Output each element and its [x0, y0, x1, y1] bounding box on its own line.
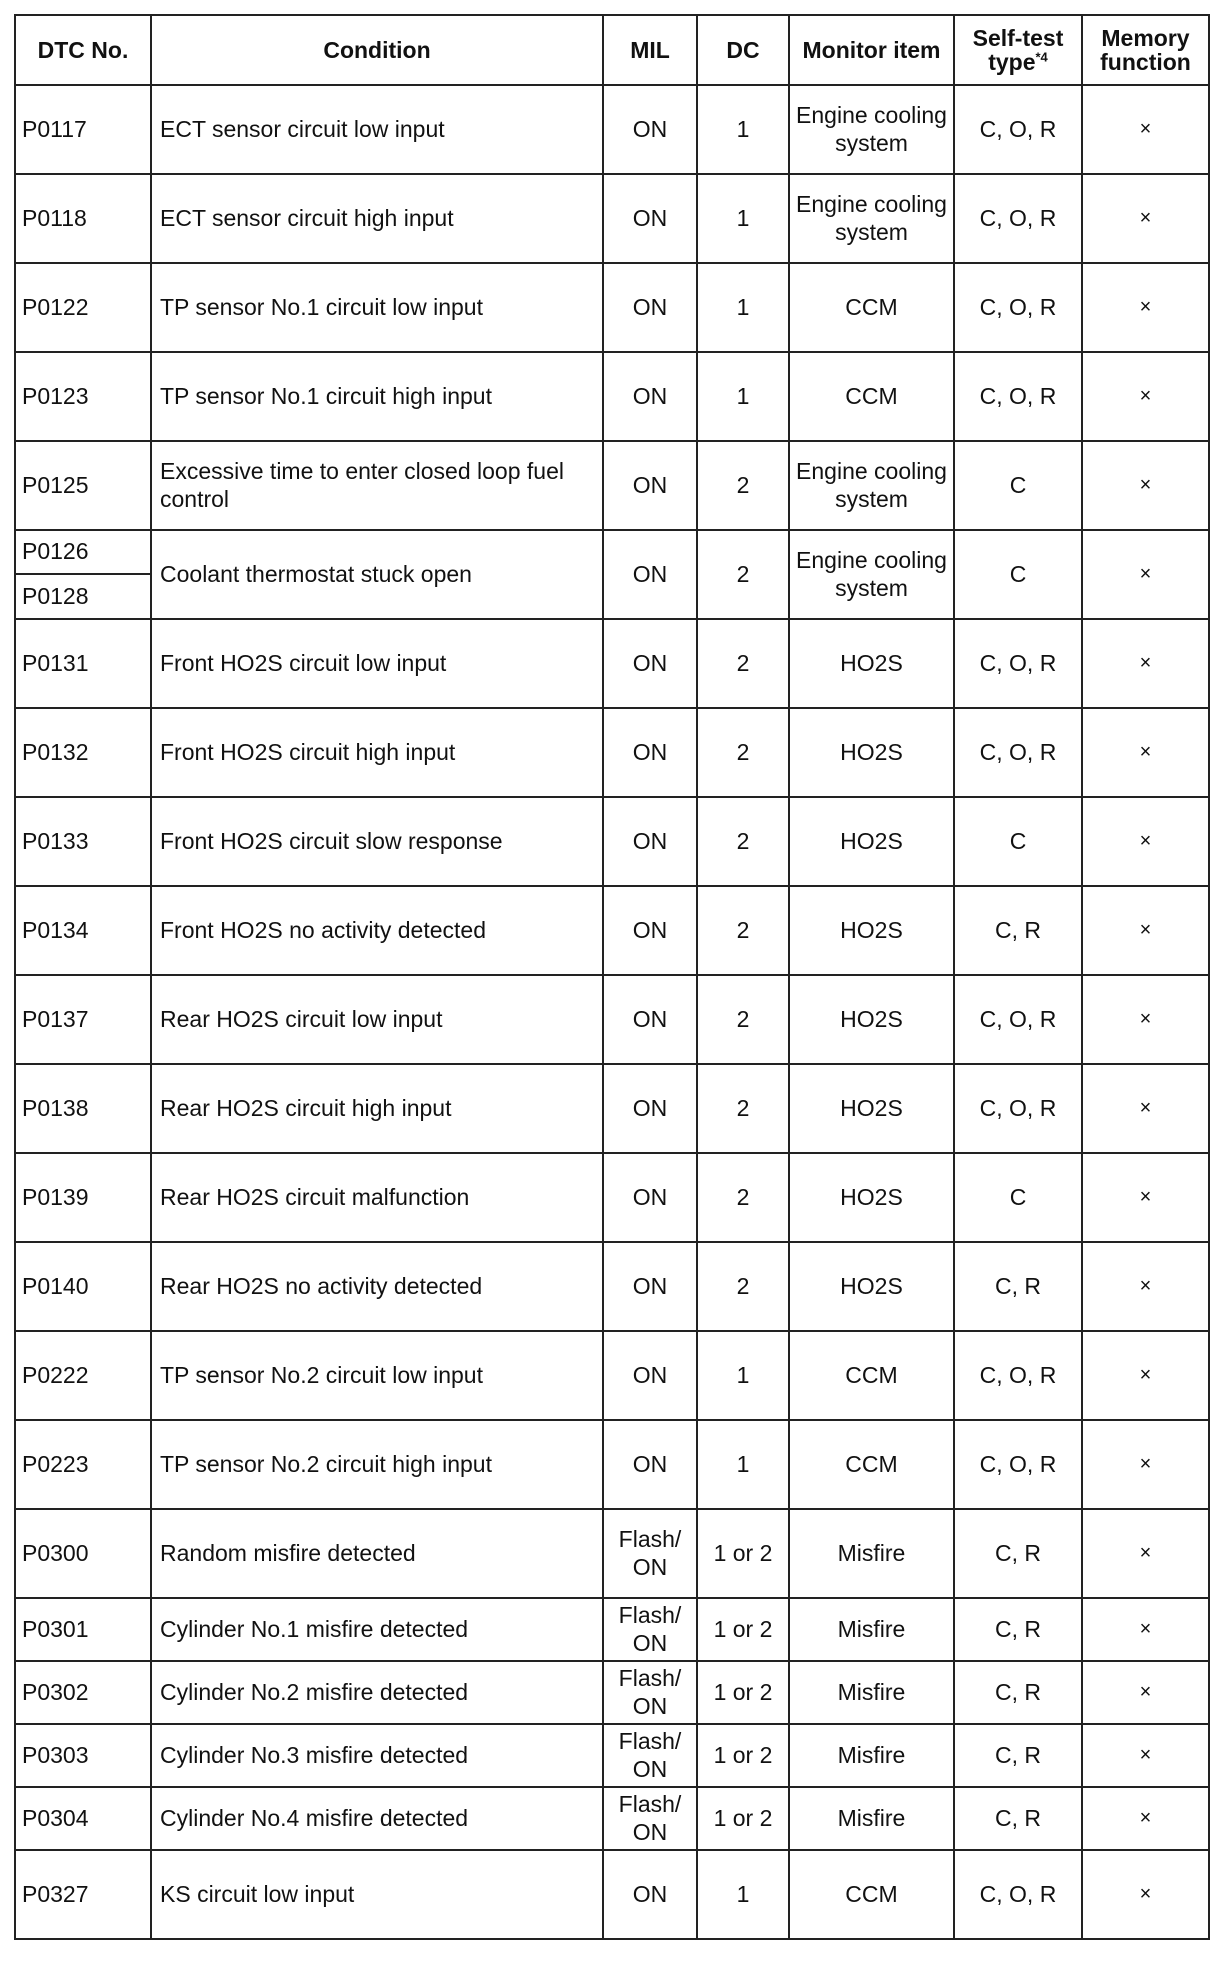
dtc-code: P0131	[15, 619, 151, 708]
mil-cell: Flash/ ON	[603, 1787, 697, 1850]
dc-cell: 2	[697, 530, 789, 619]
dtc-code: P0301	[15, 1598, 151, 1661]
dtc-code: P0125	[15, 441, 151, 530]
mil-cell: ON	[603, 441, 697, 530]
table-row	[15, 1850, 1209, 1939]
table-row	[15, 1787, 1209, 1850]
table-row	[15, 174, 1209, 263]
monitor-cell: HO2S	[789, 1242, 954, 1331]
table-row	[15, 352, 1209, 441]
table-row	[15, 263, 1209, 352]
dc-cell: 1 or 2	[697, 1598, 789, 1661]
dc-cell: 2	[697, 1153, 789, 1242]
dc-cell: 1	[697, 1420, 789, 1509]
dc-cell: 2	[697, 441, 789, 530]
memory-cell: ×	[1082, 1598, 1209, 1661]
monitor-cell: Engine cooling system	[789, 441, 954, 530]
memory-cell: ×	[1082, 85, 1209, 174]
mil-cell: ON	[603, 1153, 697, 1242]
dtc-code: P0128	[15, 574, 151, 619]
memory-cell: ×	[1082, 1331, 1209, 1420]
table-row	[15, 1331, 1209, 1420]
table-row	[15, 797, 1209, 886]
self-test-cell: C	[954, 441, 1082, 530]
monitor-cell: HO2S	[789, 1153, 954, 1242]
self-test-cell: C, R	[954, 1509, 1082, 1598]
memory-cell: ×	[1082, 1509, 1209, 1598]
self-test-cell: C, O, R	[954, 975, 1082, 1064]
table-row	[15, 1724, 1209, 1787]
header-memory-line2: function	[1100, 49, 1191, 75]
mil-cell: ON	[603, 530, 697, 619]
dc-cell: 2	[697, 797, 789, 886]
memory-cell: ×	[1082, 1661, 1209, 1724]
condition-cell: Coolant thermostat stuck open	[151, 530, 603, 619]
condition-cell: Cylinder No.1 misfire detected	[151, 1598, 603, 1661]
monitor-cell: CCM	[789, 1420, 954, 1509]
self-test-cell: C, O, R	[954, 174, 1082, 263]
table-row	[15, 1661, 1209, 1724]
table-row	[15, 1153, 1209, 1242]
table-row	[15, 1064, 1209, 1153]
condition-cell: Rear HO2S circuit low input	[151, 975, 603, 1064]
self-test-cell: C, O, R	[954, 1331, 1082, 1420]
dtc-code: P0133	[15, 797, 151, 886]
table-row	[15, 1598, 1209, 1661]
dc-cell: 1	[697, 263, 789, 352]
monitor-cell: CCM	[789, 352, 954, 441]
header-monitor-item: Monitor item	[789, 15, 954, 85]
mil-cell: ON	[603, 886, 697, 975]
condition-cell: Front HO2S no activity detected	[151, 886, 603, 975]
monitor-cell: HO2S	[789, 886, 954, 975]
header-dc: DC	[697, 15, 789, 85]
condition-cell: Front HO2S circuit low input	[151, 619, 603, 708]
self-test-cell: C, R	[954, 1598, 1082, 1661]
dc-cell: 2	[697, 975, 789, 1064]
header-memory-function	[1082, 15, 1209, 85]
self-test-cell: C, O, R	[954, 708, 1082, 797]
header-self-test-type	[954, 15, 1082, 85]
memory-cell: ×	[1082, 1724, 1209, 1787]
header-mil: MIL	[603, 15, 697, 85]
mil-cell: ON	[603, 975, 697, 1064]
dc-cell: 1	[697, 1850, 789, 1939]
condition-cell: Rear HO2S circuit malfunction	[151, 1153, 603, 1242]
dtc-table-sheet	[14, 14, 1208, 1940]
self-test-cell: C, O, R	[954, 263, 1082, 352]
condition-cell: Front HO2S circuit slow response	[151, 797, 603, 886]
dc-cell: 1	[697, 85, 789, 174]
dtc-code: P0304	[15, 1787, 151, 1850]
monitor-cell: HO2S	[789, 1064, 954, 1153]
monitor-cell: Misfire	[789, 1509, 954, 1598]
dc-cell: 1	[697, 1331, 789, 1420]
header-dtc: DTC No.	[15, 15, 151, 85]
dtc-code: P0137	[15, 975, 151, 1064]
condition-cell: Front HO2S circuit high input	[151, 708, 603, 797]
monitor-cell: CCM	[789, 263, 954, 352]
monitor-cell: HO2S	[789, 619, 954, 708]
self-test-cell: C, R	[954, 886, 1082, 975]
dc-cell: 1 or 2	[697, 1787, 789, 1850]
monitor-cell: Misfire	[789, 1661, 954, 1724]
memory-cell: ×	[1082, 174, 1209, 263]
dtc-code: P0139	[15, 1153, 151, 1242]
monitor-cell: Engine cooling system	[789, 530, 954, 619]
self-test-cell: C, R	[954, 1242, 1082, 1331]
table-row	[15, 886, 1209, 975]
mil-cell: ON	[603, 1850, 697, 1939]
self-test-cell: C, R	[954, 1787, 1082, 1850]
self-test-cell: C, R	[954, 1724, 1082, 1787]
monitor-cell: Engine cooling system	[789, 174, 954, 263]
mil-cell: ON	[603, 352, 697, 441]
dtc-code: P0302	[15, 1661, 151, 1724]
condition-cell: TP sensor No.2 circuit low input	[151, 1331, 603, 1420]
mil-cell: Flash/ ON	[603, 1598, 697, 1661]
condition-cell: KS circuit low input	[151, 1850, 603, 1939]
mil-cell: ON	[603, 1420, 697, 1509]
condition-cell: TP sensor No.1 circuit low input	[151, 263, 603, 352]
self-test-cell: C, O, R	[954, 619, 1082, 708]
self-test-cell: C, O, R	[954, 1850, 1082, 1939]
condition-cell: Cylinder No.3 misfire detected	[151, 1724, 603, 1787]
monitor-cell: HO2S	[789, 708, 954, 797]
header-memory-line1: Memory	[1101, 24, 1190, 51]
condition-cell: Random misfire detected	[151, 1509, 603, 1598]
mil-cell: ON	[603, 1064, 697, 1153]
dc-cell: 2	[697, 1064, 789, 1153]
table-row	[15, 1509, 1209, 1598]
dtc-code: P0140	[15, 1242, 151, 1331]
header-self-test-footnote: *4	[1035, 49, 1048, 65]
condition-cell: TP sensor No.1 circuit high input	[151, 352, 603, 441]
table-row	[15, 708, 1209, 797]
memory-cell: ×	[1082, 1850, 1209, 1939]
memory-cell: ×	[1082, 352, 1209, 441]
mil-cell: ON	[603, 1242, 697, 1331]
header-row	[15, 15, 1209, 85]
condition-cell: Cylinder No.4 misfire detected	[151, 1787, 603, 1850]
dc-cell: 2	[697, 1242, 789, 1331]
condition-cell: TP sensor No.2 circuit high input	[151, 1420, 603, 1509]
dc-cell: 1	[697, 352, 789, 441]
memory-cell: ×	[1082, 975, 1209, 1064]
condition-cell: Excessive time to enter closed loop fuel control	[151, 441, 603, 530]
monitor-cell: HO2S	[789, 797, 954, 886]
self-test-cell: C, O, R	[954, 1420, 1082, 1509]
table-row	[15, 619, 1209, 708]
dtc-code: P0222	[15, 1331, 151, 1420]
monitor-cell: Misfire	[789, 1787, 954, 1850]
mil-cell: ON	[603, 1331, 697, 1420]
condition-cell: Rear HO2S circuit high input	[151, 1064, 603, 1153]
mil-cell: ON	[603, 174, 697, 263]
dc-cell: 2	[697, 886, 789, 975]
table-row	[15, 530, 1209, 574]
dtc-code: P0117	[15, 85, 151, 174]
condition-cell: ECT sensor circuit low input	[151, 85, 603, 174]
monitor-cell: Misfire	[789, 1724, 954, 1787]
header-condition: Condition	[151, 15, 603, 85]
dtc-code: P0303	[15, 1724, 151, 1787]
mil-cell: ON	[603, 708, 697, 797]
self-test-cell: C, O, R	[954, 1064, 1082, 1153]
dtc-code: P0223	[15, 1420, 151, 1509]
monitor-cell: Misfire	[789, 1598, 954, 1661]
mil-cell: ON	[603, 797, 697, 886]
dtc-code: P0327	[15, 1850, 151, 1939]
table-row	[15, 85, 1209, 174]
memory-cell: ×	[1082, 708, 1209, 797]
header-self-test-label: Self-test type	[972, 24, 1064, 75]
dc-cell: 1 or 2	[697, 1661, 789, 1724]
table-row	[15, 1242, 1209, 1331]
condition-cell: Cylinder No.2 misfire detected	[151, 1661, 603, 1724]
memory-cell: ×	[1082, 797, 1209, 886]
dc-cell: 2	[697, 708, 789, 797]
memory-cell: ×	[1082, 263, 1209, 352]
self-test-cell: C	[954, 1153, 1082, 1242]
table-row	[15, 975, 1209, 1064]
self-test-cell: C, O, R	[954, 352, 1082, 441]
dtc-code: P0134	[15, 886, 151, 975]
self-test-cell: C, O, R	[954, 85, 1082, 174]
self-test-cell: C, R	[954, 1661, 1082, 1724]
mil-cell: Flash/ ON	[603, 1661, 697, 1724]
condition-cell: Rear HO2S no activity detected	[151, 1242, 603, 1331]
dtc-code: P0122	[15, 263, 151, 352]
memory-cell: ×	[1082, 619, 1209, 708]
memory-cell: ×	[1082, 441, 1209, 530]
memory-cell: ×	[1082, 1064, 1209, 1153]
mil-cell: ON	[603, 619, 697, 708]
memory-cell: ×	[1082, 886, 1209, 975]
monitor-cell: CCM	[789, 1331, 954, 1420]
memory-cell: ×	[1082, 1787, 1209, 1850]
dtc-code: P0118	[15, 174, 151, 263]
table-row	[15, 441, 1209, 530]
dtc-code: P0138	[15, 1064, 151, 1153]
monitor-cell: CCM	[789, 1850, 954, 1939]
self-test-cell: C	[954, 530, 1082, 619]
mil-cell: ON	[603, 263, 697, 352]
dtc-table	[14, 14, 1210, 1940]
dc-cell: 2	[697, 619, 789, 708]
monitor-cell: HO2S	[789, 975, 954, 1064]
condition-cell: ECT sensor circuit high input	[151, 174, 603, 263]
mil-cell: ON	[603, 85, 697, 174]
dc-cell: 1	[697, 174, 789, 263]
mil-cell: Flash/ ON	[603, 1509, 697, 1598]
dtc-code: P0123	[15, 352, 151, 441]
dc-cell: 1 or 2	[697, 1724, 789, 1787]
self-test-cell: C	[954, 797, 1082, 886]
memory-cell: ×	[1082, 530, 1209, 619]
memory-cell: ×	[1082, 1242, 1209, 1331]
table-row	[15, 1420, 1209, 1509]
dtc-code: P0126	[15, 530, 151, 574]
dtc-code: P0300	[15, 1509, 151, 1598]
memory-cell: ×	[1082, 1420, 1209, 1509]
memory-cell: ×	[1082, 1153, 1209, 1242]
mil-cell: Flash/ ON	[603, 1724, 697, 1787]
dc-cell: 1 or 2	[697, 1509, 789, 1598]
dtc-code: P0132	[15, 708, 151, 797]
monitor-cell: Engine cooling system	[789, 85, 954, 174]
